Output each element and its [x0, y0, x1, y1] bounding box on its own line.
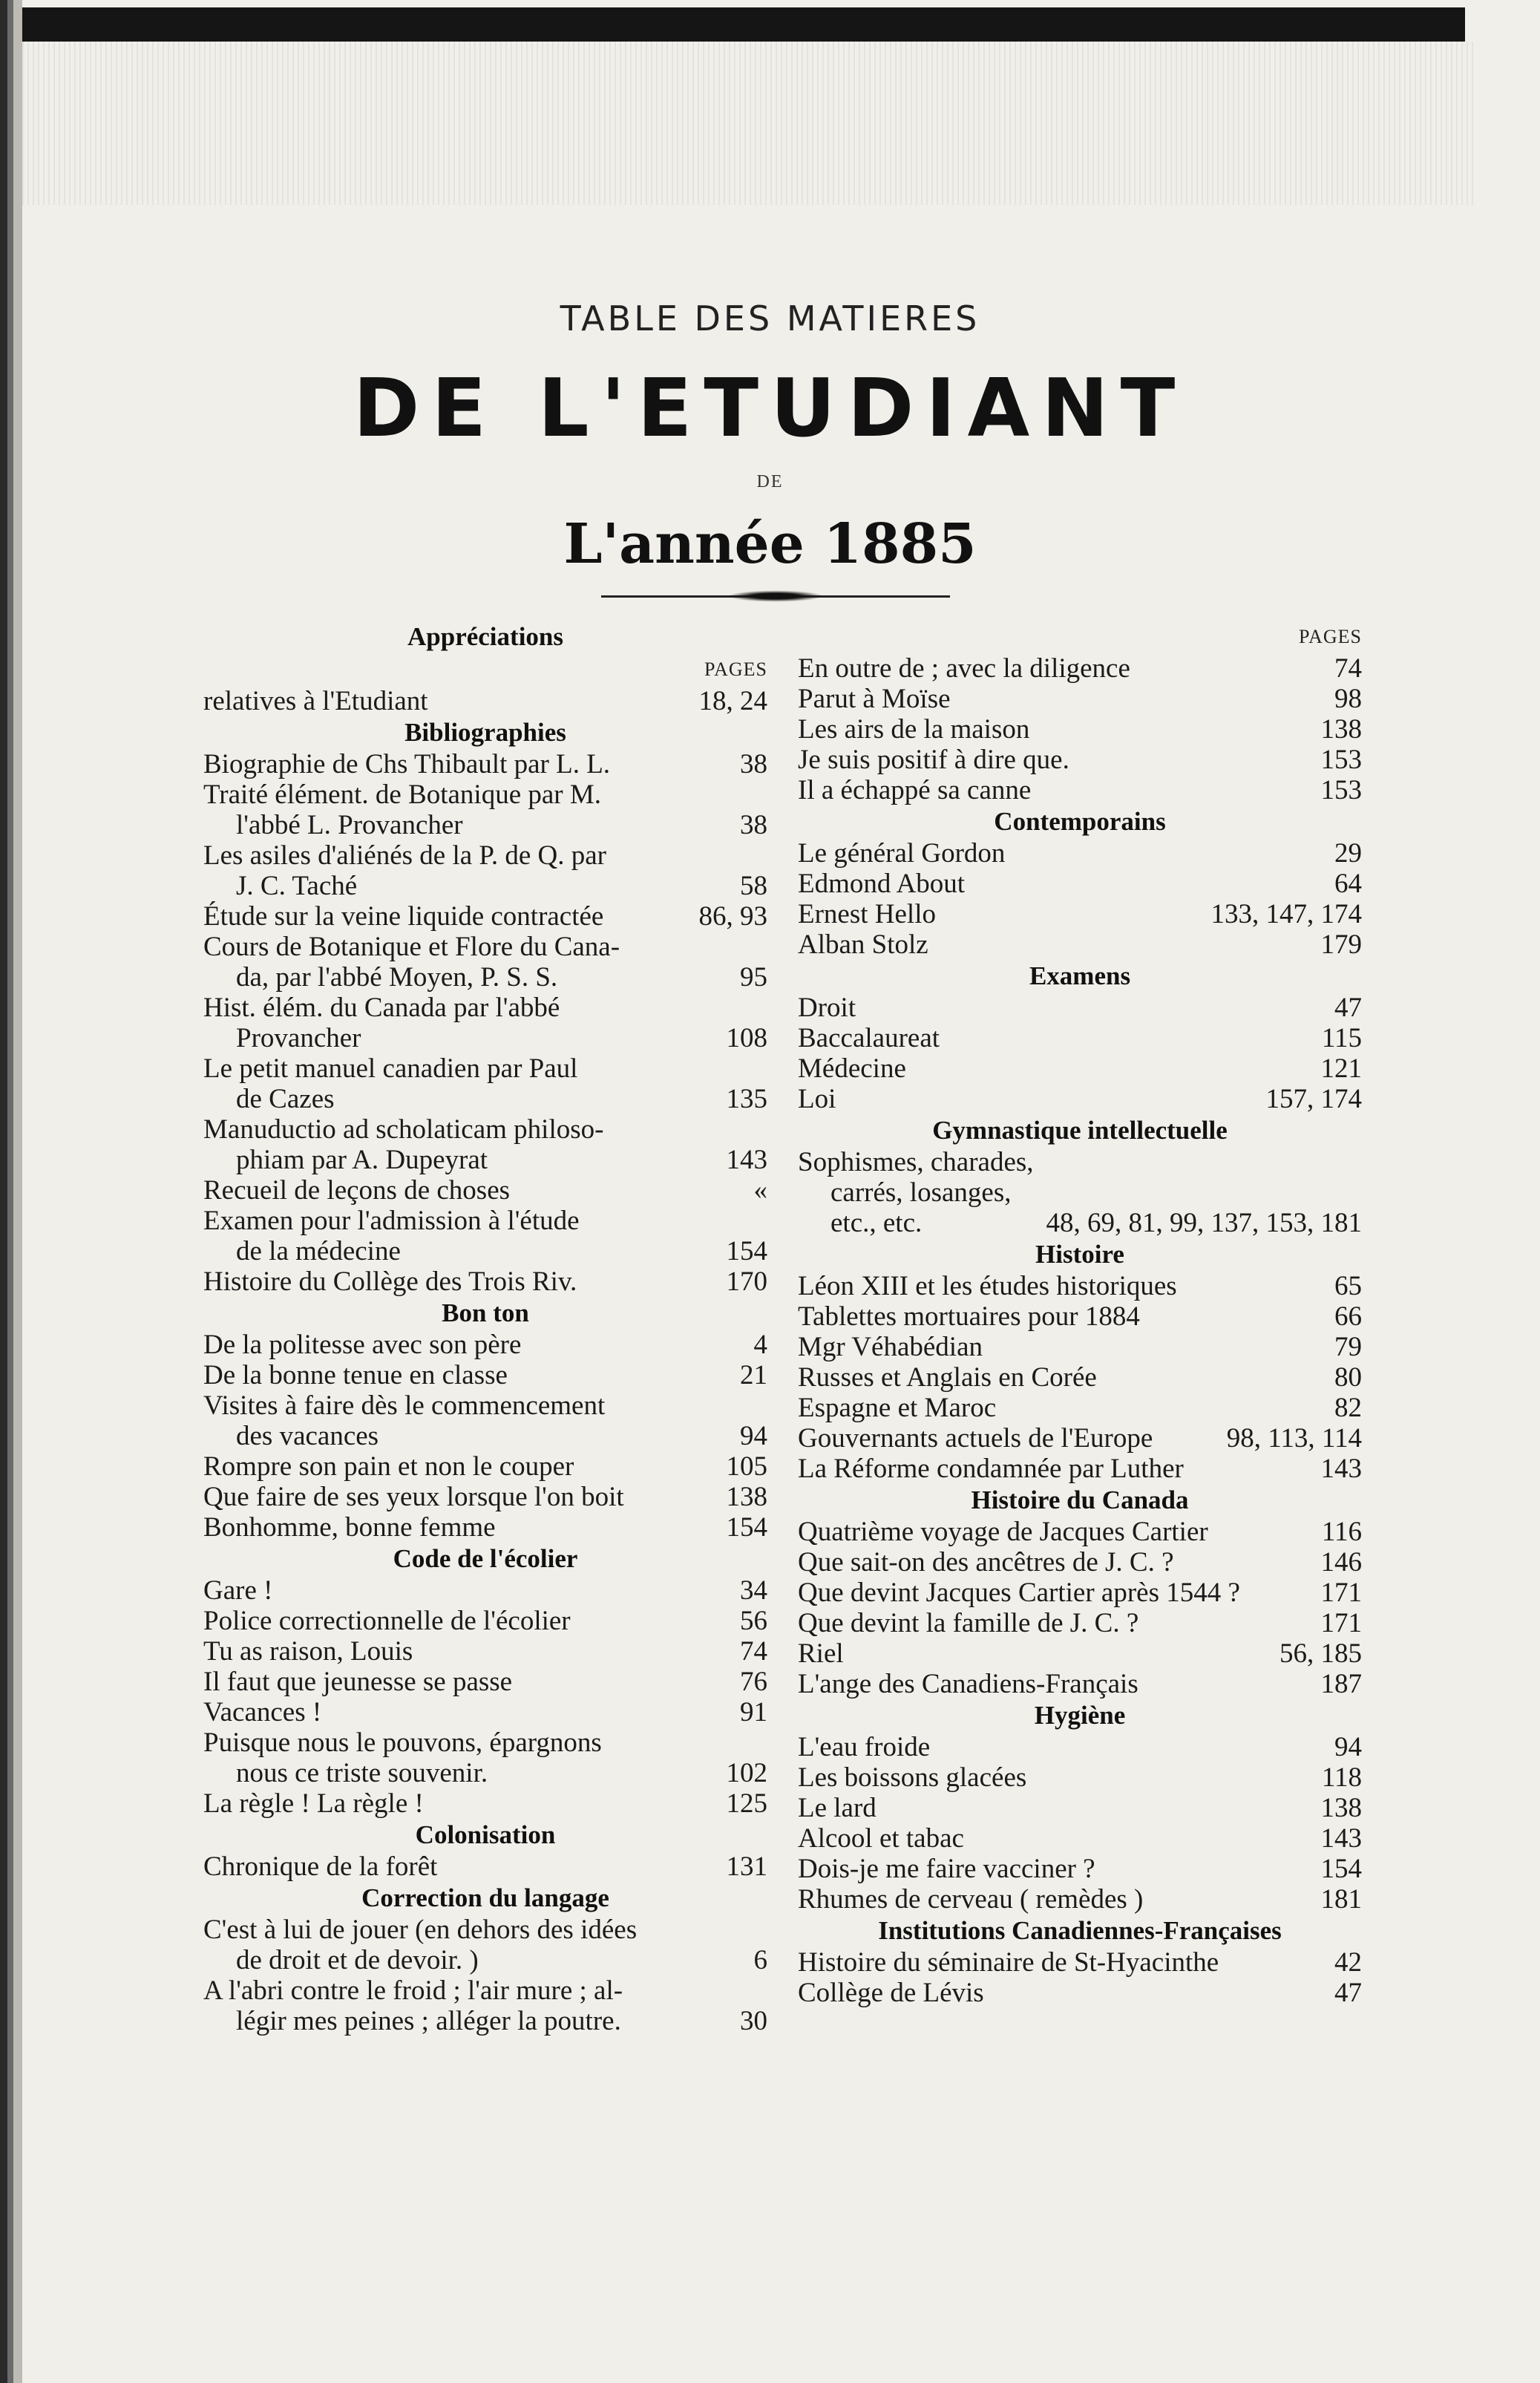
entry-pages: 82 — [1334, 1393, 1362, 1423]
header-journal-title: DE L'ETUDIANT — [353, 362, 1187, 455]
scan-left-edge — [0, 0, 22, 2383]
entry-title: Police correctionnelle de l'écolier — [203, 1606, 571, 1636]
toc-entry — [798, 1793, 1362, 1823]
toc-entry — [798, 899, 1362, 929]
entry-pages: 48, 69, 81, 99, 137, 153, 181 — [1046, 1208, 1362, 1238]
entry-title: Hist. élém. du Canada par l'abbé Provancher — [203, 993, 560, 1053]
entry-title: Manuductio ad scholaticam philoso- phiam par A. Dupeyrat — [203, 1114, 604, 1175]
entry-title: Mgr Véhabédian — [798, 1332, 983, 1362]
toc-entry — [798, 1423, 1362, 1454]
entry-title: L'ange des Canadiens-Français — [798, 1669, 1138, 1699]
entry-title: En outre de ; avec la diligence — [798, 653, 1130, 684]
toc-entry — [798, 1978, 1362, 2008]
entry-title: Gouvernants actuels de l'Europe — [798, 1423, 1153, 1454]
entry-title: Loi — [798, 1084, 836, 1114]
entry-title: Les boissons glacées — [798, 1762, 1027, 1793]
toc-entry — [798, 1362, 1362, 1393]
entry-pages: 143 — [726, 1145, 767, 1175]
section-title: Colonisation — [415, 1820, 556, 1849]
entry-title: Rompre son pain et non le couper — [203, 1451, 574, 1482]
toc-entry — [798, 1578, 1362, 1608]
toc-entry — [203, 1851, 767, 1882]
entry-pages: 64 — [1334, 869, 1362, 899]
entry-pages: 98 — [1334, 684, 1362, 714]
entry-title: Le général Gordon — [798, 838, 1006, 869]
entry-title: Cours de Botanique et Flore du Cana- da, par l'abbé Moyen, P. S. S. — [203, 932, 620, 993]
entry-title: Médecine — [798, 1053, 906, 1084]
entry-pages: 131 — [726, 1851, 767, 1882]
toc-entry — [203, 1360, 767, 1390]
toc-entry — [798, 1732, 1362, 1762]
entry-title: Traité élément. de Botanique par M. l'abbé L. Provancher — [203, 779, 602, 840]
toc-entry — [798, 1947, 1362, 1978]
section-title: Code de l'écolier — [393, 1544, 578, 1573]
entry-title: Ernest Hello — [798, 899, 936, 929]
toc-entry — [203, 1175, 767, 1206]
entry-pages: 4 — [753, 1330, 767, 1360]
entry-pages: 116 — [1321, 1517, 1362, 1547]
entry-pages: 95 — [740, 962, 767, 993]
entry-pages: 38 — [740, 749, 767, 779]
toc-entry — [203, 1975, 767, 2036]
entry-title: relatives à l'Etudiant — [203, 686, 428, 716]
entry-title: Que sait-on des ancêtres de J. C. ? — [798, 1547, 1174, 1578]
section-title: Contemporains — [994, 807, 1166, 836]
header-table-des-matieres: TABLE DES MATIERES — [560, 298, 980, 339]
toc-entry — [798, 714, 1362, 745]
entry-title: A l'abri contre le froid ; l'air mure ; al- légir mes peines ; alléger la poutre. — [203, 1975, 623, 2036]
entry-title: De la politesse avec son père — [203, 1330, 522, 1360]
entry-title: La Réforme condamnée par Luther — [798, 1454, 1184, 1484]
entry-pages: 102 — [726, 1758, 767, 1788]
toc-entry — [203, 1915, 767, 1975]
toc-entry — [798, 684, 1362, 714]
entry-pages: 171 — [1320, 1608, 1362, 1638]
toc-entry — [798, 1332, 1362, 1362]
entry-title: Alcool et tabac — [798, 1823, 964, 1854]
toc-entry — [203, 686, 767, 716]
entry-title: Je suis positif à dire que. — [798, 745, 1069, 775]
toc-entry — [203, 1451, 767, 1482]
pages-column-label: PAGES — [1299, 626, 1362, 647]
entry-pages: 47 — [1334, 1978, 1362, 2008]
toc-entry — [798, 1301, 1362, 1332]
toc-entry — [798, 653, 1362, 684]
section-title: Bon ton — [442, 1298, 529, 1327]
header-year: L'année 1885 — [563, 512, 977, 576]
toc-entry — [798, 1084, 1362, 1114]
entry-pages: 56 — [740, 1606, 767, 1636]
entry-pages: 34 — [740, 1575, 767, 1606]
entry-title: Gare ! — [203, 1575, 273, 1606]
entry-pages: 138 — [1320, 1793, 1362, 1823]
section-title: Appréciations — [407, 622, 563, 651]
section-title: Examens — [1029, 961, 1131, 990]
toc-entry — [798, 1517, 1362, 1547]
entry-title: Bonhomme, bonne femme — [203, 1512, 496, 1543]
toc-entry — [798, 1454, 1362, 1484]
entry-pages: 98, 113, 114 — [1226, 1423, 1362, 1454]
entry-pages: 154 — [726, 1512, 767, 1543]
toc-entry — [798, 1271, 1362, 1301]
scan-top-border — [10, 7, 1465, 42]
toc-entry — [203, 1330, 767, 1360]
toc-entry — [203, 1575, 767, 1606]
section-title: Gymnastique intellectuelle — [932, 1116, 1228, 1145]
entry-title: Léon XIII et les études historiques — [798, 1271, 1177, 1301]
entry-pages: 47 — [1334, 993, 1362, 1023]
entry-pages: 42 — [1334, 1947, 1362, 1978]
left-column — [203, 621, 767, 2036]
entry-pages: 91 — [740, 1697, 767, 1727]
entry-title: Les asiles d'aliénés de la P. de Q. par J. C. Taché — [203, 840, 607, 901]
toc-entry — [203, 1114, 767, 1175]
entry-title: Tu as raison, Louis — [203, 1636, 413, 1667]
entry-title: Riel — [798, 1638, 844, 1669]
toc-entry — [798, 1147, 1362, 1238]
entry-title: C'est à lui de jouer (en dehors des idées de droit et de devoir. ) — [203, 1915, 638, 1975]
entry-title: Chronique de la forêt — [203, 1851, 438, 1882]
entry-pages: 153 — [1320, 775, 1362, 805]
toc-entry — [203, 1206, 767, 1266]
entry-pages: 29 — [1334, 838, 1362, 869]
entry-title: Baccalaureat — [798, 1023, 940, 1053]
entry-pages: 65 — [1334, 1271, 1362, 1301]
entry-title: Vacances ! — [203, 1697, 322, 1727]
toc-entry — [798, 1854, 1362, 1884]
entry-title: Sophismes, charades, carrés, losanges, etc., etc. — [798, 1147, 1034, 1238]
toc-entry — [203, 779, 767, 840]
toc-entry — [203, 993, 767, 1053]
ornamental-rule-center — [720, 589, 831, 603]
toc-entry — [798, 1823, 1362, 1854]
entry-pages: 21 — [740, 1360, 767, 1390]
entry-title: Que devint la famille de J. C. ? — [798, 1608, 1139, 1638]
toc-entry — [798, 1023, 1362, 1053]
entry-title: Les airs de la maison — [798, 714, 1030, 745]
entry-pages: 105 — [726, 1451, 767, 1482]
section-title: Histoire — [1035, 1240, 1124, 1269]
header-de: DE — [756, 472, 784, 491]
entry-title: Biographie de Chs Thibault par L. L. — [203, 749, 611, 779]
entry-pages: 74 — [1334, 653, 1362, 684]
entry-pages: 118 — [1321, 1762, 1362, 1793]
entry-pages: 58 — [740, 871, 767, 901]
section-title: Histoire du Canada — [971, 1485, 1189, 1514]
toc-entry — [203, 1512, 767, 1543]
entry-pages: 138 — [726, 1482, 767, 1512]
toc-entry — [798, 929, 1362, 960]
entry-title: Étude sur la veine liquide contractée — [203, 901, 604, 932]
pages-column-label: PAGES — [704, 658, 767, 680]
scan-noise — [22, 42, 1477, 205]
toc-entry — [203, 1667, 767, 1697]
entry-title: La règle ! La règle ! — [203, 1788, 424, 1819]
entry-title: Le lard — [798, 1793, 877, 1823]
toc-entry — [203, 1727, 767, 1788]
entry-pages: 94 — [1334, 1732, 1362, 1762]
entry-pages: 187 — [1320, 1669, 1362, 1699]
toc-entry — [203, 1606, 767, 1636]
toc-entry — [203, 1636, 767, 1667]
entry-pages: 56, 185 — [1279, 1638, 1362, 1669]
entry-pages: 108 — [726, 1023, 767, 1053]
entry-title: Recueil de leçons de choses — [203, 1175, 511, 1206]
toc-entry — [798, 745, 1362, 775]
entry-title: Collège de Lévis — [798, 1978, 984, 2008]
entry-pages: 86, 93 — [698, 901, 767, 932]
entry-pages: 74 — [740, 1636, 767, 1667]
toc-entry — [798, 869, 1362, 899]
entry-title: Que faire de ses yeux lorsque l'on boit — [203, 1482, 624, 1512]
entry-pages: 133, 147, 174 — [1210, 899, 1362, 929]
entry-title: Puisque nous le pouvons, épargnons nous ce triste souvenir. — [203, 1727, 602, 1788]
entry-title: Parut à Moïse — [798, 684, 951, 714]
entry-pages: 115 — [1321, 1023, 1362, 1053]
entry-title: Il a échappé sa canne — [798, 775, 1032, 805]
entry-pages: 121 — [1320, 1053, 1362, 1084]
toc-entry — [798, 1884, 1362, 1915]
entry-pages: 135 — [726, 1084, 767, 1114]
entry-pages: 146 — [1320, 1547, 1362, 1578]
entry-pages: 18, 24 — [698, 686, 767, 716]
entry-title: Histoire du Collège des Trois Riv. — [203, 1266, 577, 1297]
entry-title: Espagne et Maroc — [798, 1393, 997, 1423]
entry-pages: 94 — [740, 1421, 767, 1451]
section-title: Correction du langage — [361, 1883, 609, 1912]
toc-entry — [798, 1547, 1362, 1578]
entry-pages: 171 — [1320, 1578, 1362, 1608]
toc-entry — [798, 838, 1362, 869]
entry-pages: 66 — [1334, 1301, 1362, 1332]
entry-pages: 76 — [740, 1667, 767, 1697]
entry-title: Russes et Anglais en Corée — [798, 1362, 1097, 1393]
entry-pages: 179 — [1320, 929, 1362, 960]
toc-entry — [203, 1482, 767, 1512]
toc-entry — [798, 1393, 1362, 1423]
entry-title: Il faut que jeunesse se passe — [203, 1667, 513, 1697]
entry-title: Droit — [798, 993, 856, 1023]
entry-title: Que devint Jacques Cartier après 1544 ? — [798, 1578, 1240, 1608]
entry-title: Edmond About — [798, 869, 966, 899]
entry-title: Dois-je me faire vacciner ? — [798, 1854, 1095, 1884]
toc-entry — [203, 932, 767, 993]
section-title: Institutions Canadiennes-Françaises — [878, 1916, 1282, 1945]
right-column — [798, 621, 1362, 2008]
entry-pages: 181 — [1320, 1884, 1362, 1915]
entry-pages: 80 — [1334, 1362, 1362, 1393]
toc-entry — [203, 840, 767, 901]
toc-entry — [798, 1053, 1362, 1084]
entry-pages: 154 — [726, 1236, 767, 1266]
entry-pages: 6 — [753, 1945, 767, 1975]
toc-entry — [798, 993, 1362, 1023]
toc-entry — [203, 1390, 767, 1451]
entry-pages: 79 — [1334, 1332, 1362, 1362]
toc-entry — [203, 1697, 767, 1727]
toc-entry — [798, 1762, 1362, 1793]
toc-entry — [203, 1266, 767, 1297]
entry-pages: 138 — [1320, 714, 1362, 745]
entry-pages: 153 — [1320, 745, 1362, 775]
toc-entry — [203, 749, 767, 779]
toc-entry — [203, 901, 767, 932]
entry-pages: 125 — [726, 1788, 767, 1819]
toc-entry — [203, 1788, 767, 1819]
section-title: Hygiène — [1034, 1701, 1126, 1730]
toc-entry — [203, 1053, 767, 1114]
entry-pages: 157, 174 — [1265, 1084, 1362, 1114]
entry-title: Examen pour l'admission à l'étude de la médecine — [203, 1206, 580, 1266]
entry-title: Quatrième voyage de Jacques Cartier — [798, 1517, 1208, 1547]
entry-title: Alban Stolz — [798, 929, 928, 960]
entry-pages: 143 — [1320, 1454, 1362, 1484]
entry-pages: 154 — [1320, 1854, 1362, 1884]
entry-title: L'eau froide — [798, 1732, 931, 1762]
entry-pages: 30 — [740, 2006, 767, 2036]
toc-entry — [798, 1608, 1362, 1638]
entry-title: Le petit manuel canadien par Paul de Cazes — [203, 1053, 578, 1114]
toc-entry — [798, 775, 1362, 805]
entry-pages: « — [753, 1175, 767, 1206]
entry-title: Rhumes de cerveau ( remèdes ) — [798, 1884, 1144, 1915]
entry-pages: 38 — [740, 810, 767, 840]
toc-entry — [798, 1669, 1362, 1699]
entry-title: De la bonne tenue en classe — [203, 1360, 508, 1390]
entry-title: Tablettes mortuaires pour 1884 — [798, 1301, 1140, 1332]
entry-pages: 170 — [726, 1266, 767, 1297]
entry-title: Visites à faire dès le commencement des vacances — [203, 1390, 606, 1451]
section-title: Bibliographies — [404, 718, 566, 747]
toc-entry — [798, 1638, 1362, 1669]
entry-pages: 143 — [1320, 1823, 1362, 1854]
entry-title: Histoire du séminaire de St-Hyacinthe — [798, 1947, 1219, 1978]
